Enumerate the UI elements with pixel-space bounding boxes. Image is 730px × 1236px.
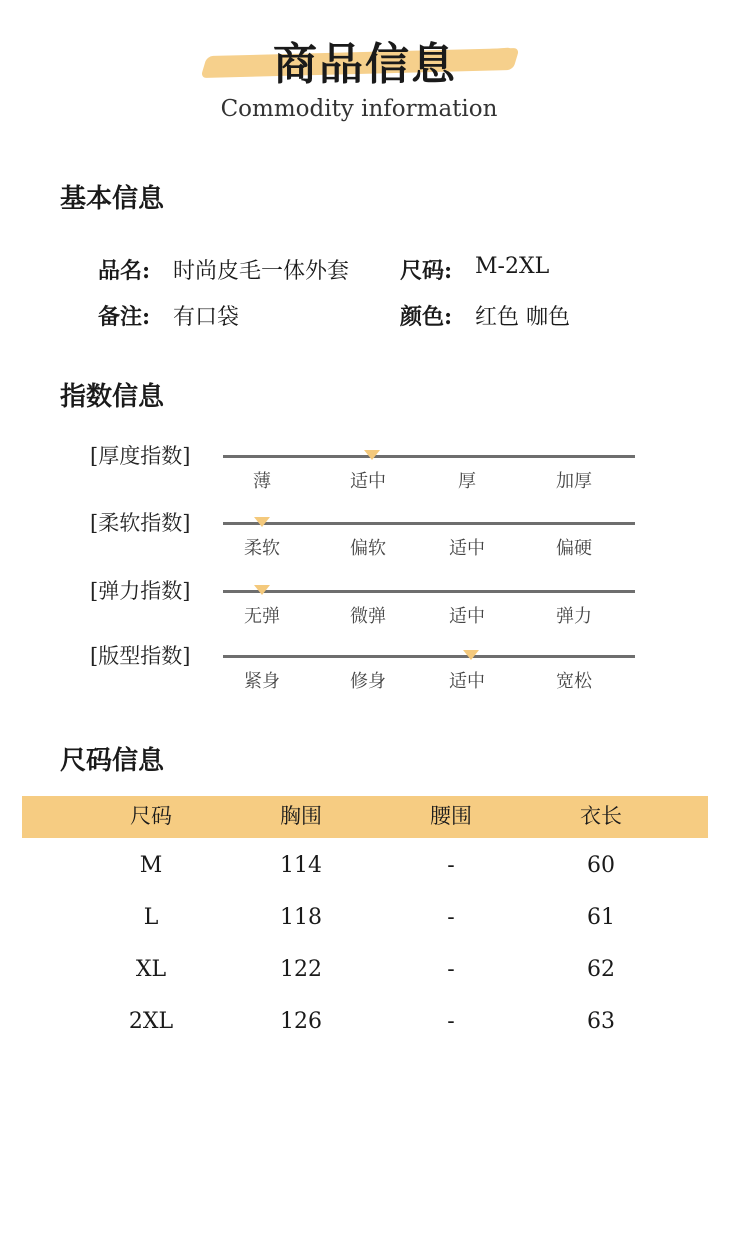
color-label: 颜色: bbox=[400, 304, 453, 330]
size-table-column-header: 尺码 bbox=[130, 804, 172, 828]
index-scale-line bbox=[223, 655, 635, 658]
index-option: 柔软 bbox=[244, 538, 280, 559]
index-scale-line bbox=[223, 522, 635, 525]
size-range-value: M-2XL bbox=[475, 254, 550, 279]
index-option: 适中 bbox=[449, 606, 485, 627]
size-table-cell: 118 bbox=[280, 905, 322, 930]
page-subtitle: Commodity information bbox=[220, 96, 498, 122]
index-option: 加厚 bbox=[556, 471, 592, 492]
size-range-label: 尺码: bbox=[400, 258, 453, 284]
index-option: 修身 bbox=[350, 671, 386, 692]
index-label: [版型指数] bbox=[90, 644, 191, 668]
size-table-column-header: 衣长 bbox=[580, 804, 622, 828]
note-value: 有口袋 bbox=[173, 305, 240, 330]
index-selected-marker bbox=[364, 450, 380, 460]
size-table-cell: - bbox=[447, 905, 455, 930]
color-value: 红色 咖色 bbox=[475, 305, 570, 330]
size-table-cell: 63 bbox=[587, 1009, 615, 1034]
size-table-cell: 2XL bbox=[128, 1009, 174, 1034]
index-option: 无弹 bbox=[244, 606, 280, 627]
index-option: 偏硬 bbox=[556, 538, 592, 559]
product-name-label: 品名: bbox=[98, 258, 151, 284]
product-name-value: 时尚皮毛一体外套 bbox=[173, 259, 350, 284]
size-table-cell: - bbox=[447, 957, 455, 982]
index-option: 适中 bbox=[449, 671, 485, 692]
index-selected-marker bbox=[254, 585, 270, 595]
index-option: 薄 bbox=[253, 471, 271, 492]
size-table-cell: M bbox=[139, 853, 163, 878]
note-label: 备注: bbox=[98, 304, 151, 330]
index-option: 适中 bbox=[350, 471, 386, 492]
index-label: [弹力指数] bbox=[90, 579, 191, 603]
index-option: 偏软 bbox=[350, 538, 386, 559]
size-table-column-header: 腰围 bbox=[430, 804, 472, 828]
index-option: 紧身 bbox=[244, 671, 280, 692]
size-table-cell: 61 bbox=[587, 905, 615, 930]
size-table-cell: - bbox=[447, 853, 455, 878]
index-selected-marker bbox=[463, 650, 479, 660]
index-label: [柔软指数] bbox=[90, 511, 191, 535]
index-label: [厚度指数] bbox=[90, 444, 191, 468]
size-table-cell: XL bbox=[135, 957, 167, 982]
index-option: 厚 bbox=[458, 471, 476, 492]
index-scale-line bbox=[223, 590, 635, 593]
index-option: 适中 bbox=[449, 538, 485, 559]
index-option: 宽松 bbox=[556, 671, 592, 692]
basic-info-heading: 基本信息 bbox=[60, 184, 165, 214]
index-selected-marker bbox=[254, 517, 270, 527]
index-scale-line bbox=[223, 455, 635, 458]
size-info-heading: 尺码信息 bbox=[60, 746, 165, 776]
size-table-cell: 60 bbox=[587, 853, 615, 878]
index-option: 弹力 bbox=[556, 606, 592, 627]
index-info-heading: 指数信息 bbox=[60, 382, 165, 412]
size-table-cell: 114 bbox=[280, 853, 322, 878]
index-option: 微弹 bbox=[350, 606, 386, 627]
size-table-cell: 122 bbox=[280, 957, 322, 982]
size-table-cell: 126 bbox=[280, 1009, 322, 1034]
size-table-cell: 62 bbox=[587, 957, 615, 982]
size-table-cell: L bbox=[143, 905, 159, 930]
page-title: 商品信息 bbox=[273, 39, 457, 90]
size-table-column-header: 胸围 bbox=[280, 804, 322, 828]
size-table-cell: - bbox=[447, 1009, 455, 1034]
